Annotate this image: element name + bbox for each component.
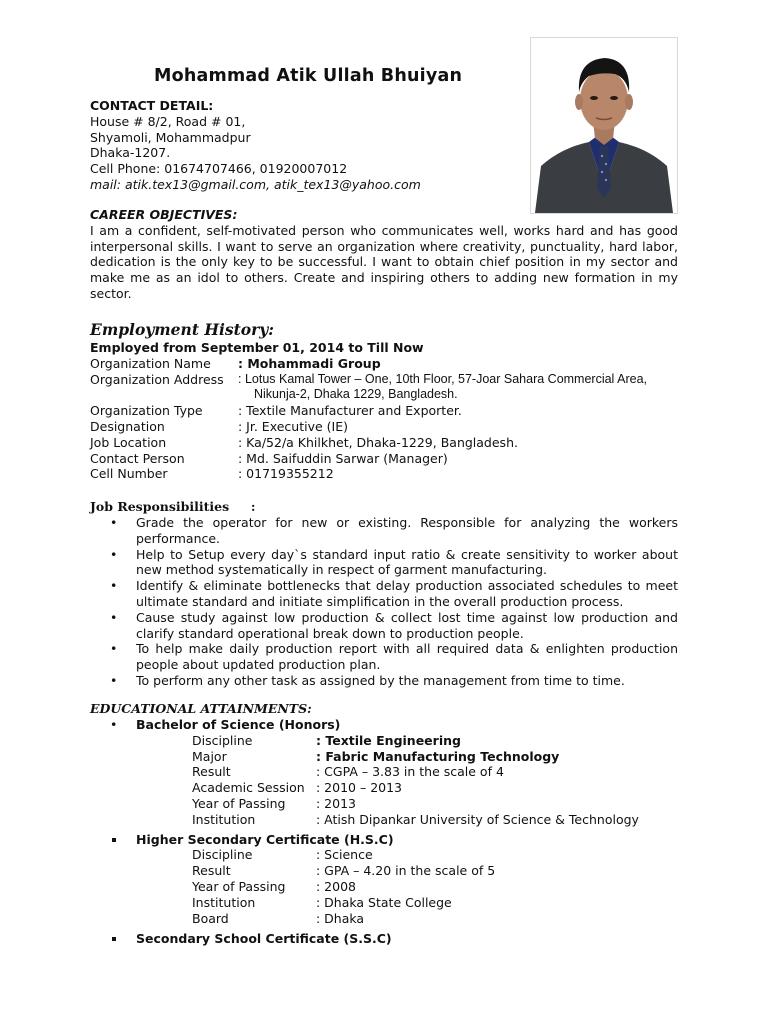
bsc-row bbox=[90, 796, 394, 812]
list-item-text: To perform any other task as assigned by the management from time to time. bbox=[136, 672, 625, 688]
hsc-label: Institution bbox=[192, 894, 256, 910]
bsc-value: : CGPA – 3.83 in the scale of 4 bbox=[316, 764, 504, 780]
employment-row bbox=[90, 450, 448, 467]
employment-label: Contact Person bbox=[90, 450, 185, 466]
bsc-heading bbox=[90, 717, 394, 733]
list-item-text: Help to Setup every day`s standard input ratio & create sensitivity to worker about new method systematically in respect of garment manufacturing. bbox=[136, 546, 678, 578]
bsc-row bbox=[90, 811, 639, 828]
list-item bbox=[90, 515, 678, 547]
list-item bbox=[90, 673, 678, 689]
employment-label: Cell Number bbox=[90, 466, 168, 482]
org-name-value: : Mohammadi Group bbox=[238, 355, 381, 371]
list-item-text: Grade the operator for new or existing. Responsible for analyzing the workers performance. bbox=[136, 515, 678, 546]
bsc-label: Year of Passing bbox=[192, 795, 286, 811]
hsc-row bbox=[90, 911, 394, 927]
employment-label: Designation bbox=[90, 418, 165, 434]
contact-line: Shyamoli, Mohammadpur bbox=[90, 129, 251, 145]
employment-row bbox=[90, 419, 424, 435]
bsc-title: Bachelor of Science (Honors) bbox=[136, 717, 341, 732]
bsc-row bbox=[90, 748, 560, 765]
hsc-title: Higher Secondary Certificate (H.S.C) bbox=[136, 831, 394, 847]
bsc-value: : Fabric Manufacturing Technology bbox=[316, 748, 560, 764]
bsc-label: Academic Session bbox=[192, 780, 305, 796]
employment-value: : 01719355212 bbox=[238, 466, 334, 482]
org-address-value bbox=[238, 372, 647, 404]
hsc-row bbox=[90, 847, 394, 863]
bsc-label: Result bbox=[192, 764, 231, 780]
employment-row bbox=[90, 434, 518, 451]
contact-heading: CONTACT DETAIL: bbox=[90, 98, 214, 113]
bullet-icon: • bbox=[110, 609, 118, 625]
bullet-icon: • bbox=[110, 672, 118, 688]
bullet-icon: • bbox=[110, 717, 118, 732]
hsc-row bbox=[90, 879, 394, 895]
profile-photo bbox=[530, 37, 678, 214]
ssc-title: Secondary School Certificate (S.S.C) bbox=[136, 931, 392, 947]
org-address-label: Organization Address bbox=[90, 371, 224, 387]
hsc-label: Result bbox=[192, 863, 231, 879]
career-heading: CAREER OBJECTIVES: bbox=[90, 207, 238, 222]
responsibilities-section bbox=[90, 499, 678, 689]
hsc-value: : GPA – 4.20 in the scale of 5 bbox=[316, 863, 496, 879]
bsc-row bbox=[90, 764, 504, 780]
career-section bbox=[90, 207, 678, 302]
list-item-text: To help make daily production report with all required data & enlighten production people about updated production plan. bbox=[136, 641, 678, 673]
education-heading: EDUCATIONAL ATTAINMENTS: bbox=[90, 701, 312, 716]
responsibilities-heading: Job Responsibilities : bbox=[90, 499, 256, 514]
hsc-label: Year of Passing bbox=[192, 878, 286, 894]
education-section bbox=[90, 701, 639, 947]
hsc-value: : Science bbox=[316, 847, 373, 863]
org-address-line: Nikunja-2, Dhaka 1229, Bangladesh. bbox=[254, 387, 458, 402]
bullet-icon: • bbox=[110, 515, 118, 530]
employment-label: Organization Type bbox=[90, 403, 203, 419]
bsc-value: : Atish Dipankar University of Science & Technology bbox=[316, 811, 639, 827]
contact-line: Dhaka-1207. bbox=[90, 145, 171, 161]
hsc-value: : Dhaka State College bbox=[316, 894, 452, 910]
hsc-label: Discipline bbox=[192, 847, 253, 863]
employment-value: : Textile Manufacturer and Exporter. bbox=[238, 403, 462, 419]
career-text: I am a confident, self-motivated person who communicates well, works hard and has good interpersonal skills. I want to serve an organization where creativity, punctuality, hard labor, dedication is the only key to be successful. I want to obtain chief position in my sector and make me as an idol to others. Create and inspiring others to adding new formation in my sector. bbox=[90, 222, 678, 301]
employment-row bbox=[90, 403, 462, 419]
ssc-heading bbox=[90, 931, 394, 947]
hsc-label: Board bbox=[192, 910, 229, 926]
list-item-text: Identify & eliminate bottlenecks that delay production associated schedules to meet ultimate standard and initiate simplification in the overall production process. bbox=[136, 578, 678, 609]
bsc-value: : Textile Engineering bbox=[316, 732, 461, 748]
org-name-row bbox=[90, 356, 424, 372]
bsc-value: : 2013 bbox=[316, 795, 356, 811]
employment-period: Employed from September 01, 2014 to Till Now bbox=[90, 340, 424, 355]
hsc-row bbox=[90, 894, 452, 911]
bullet-icon: • bbox=[110, 641, 118, 657]
square-bullet-icon bbox=[112, 838, 116, 842]
contact-phone: Cell Phone: 01674707466, 01920007012 bbox=[90, 161, 348, 177]
contact-section bbox=[90, 98, 421, 193]
hsc-value: : 2008 bbox=[316, 878, 356, 894]
org-address-row bbox=[90, 371, 647, 404]
profile-photo-image bbox=[531, 38, 677, 213]
contact-line: House # 8/2, Road # 01, bbox=[90, 113, 246, 129]
list-item bbox=[90, 547, 678, 579]
org-address-line: : Lotus Kamal Tower – One, 10th Floor, 57-Joar Sahara Commercial Area, bbox=[238, 371, 647, 386]
hsc-heading bbox=[90, 832, 394, 848]
org-name-label: Organization Name bbox=[90, 355, 211, 371]
bsc-label: Discipline bbox=[192, 732, 253, 748]
list-item bbox=[90, 610, 678, 642]
employment-label: Job Location bbox=[90, 434, 167, 450]
bsc-label: Institution bbox=[192, 811, 256, 827]
contact-mail: mail: atik.tex13@gmail.com, atik_tex13@yahoo.com bbox=[90, 176, 421, 192]
list-item bbox=[90, 578, 678, 610]
employment-row bbox=[90, 466, 424, 482]
bullet-icon: • bbox=[110, 546, 118, 562]
square-bullet-icon bbox=[112, 937, 116, 941]
bsc-value: : 2010 – 2013 bbox=[316, 780, 403, 796]
bsc-label: Major bbox=[192, 748, 227, 764]
bsc-row bbox=[90, 780, 403, 796]
responsibilities-list bbox=[90, 515, 678, 689]
candidate-name: Mohammad Atik Ullah Bhuiyan bbox=[154, 66, 463, 86]
employment-heading: Employment History: bbox=[90, 320, 275, 339]
bullet-icon: • bbox=[110, 578, 118, 594]
employment-value: : Jr. Executive (IE) bbox=[238, 418, 348, 434]
list-item-text: Cause study against low production & collect lost time against low production and clarify standard operational break down to production people. bbox=[136, 609, 678, 641]
employment-section bbox=[90, 320, 647, 482]
hsc-row bbox=[90, 863, 496, 879]
hsc-value: : Dhaka bbox=[316, 910, 365, 926]
employment-value: : Md. Saifuddin Sarwar (Manager) bbox=[238, 450, 448, 466]
list-item bbox=[90, 641, 678, 673]
bsc-row bbox=[90, 732, 461, 749]
employment-value: : Ka/52/a Khilkhet, Dhaka-1229, Bangladesh. bbox=[238, 434, 518, 450]
